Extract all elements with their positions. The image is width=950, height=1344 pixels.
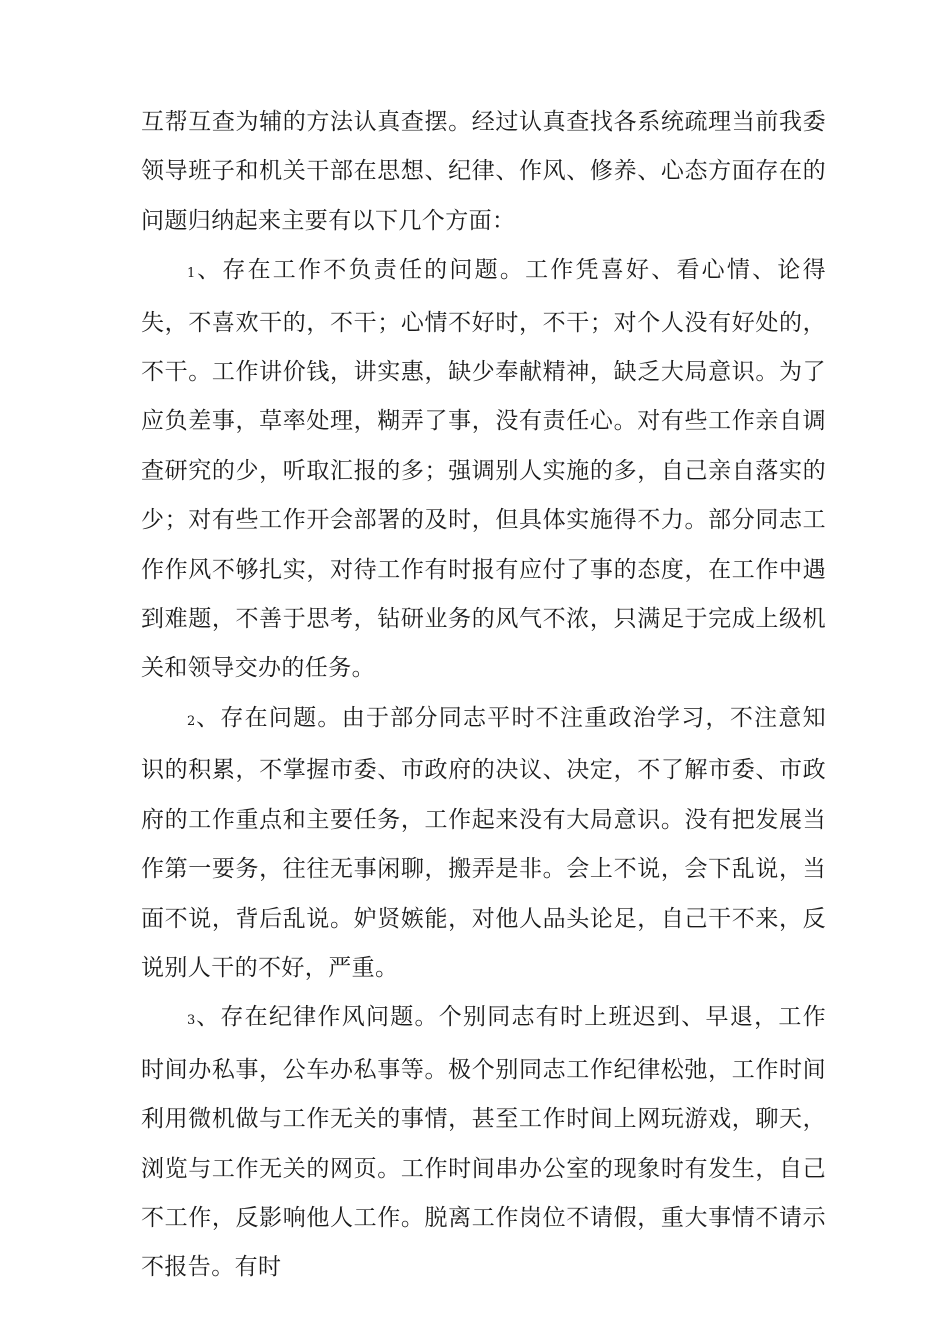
paragraph-text: 、存在工作不负责任的问题。工作凭喜好、看心情、论得失，不喜欢干的，不干；心情不好时，不干；对个人没有好处的，不干。工作讲价钱，讲实惠，缺少奉献精神，缺乏大局意识。为了应负差事，草率处理，糊弄了事，没有责任心。对有些工作亲自调查研究的少，听取汇报的多；强调别人实施的多，自己亲自落实的少；对有些工作开会部署的及时，但具体实施得不力。部分同志工作作风不够扎实，对待工作有时报有应付了事的态度，在工作中遇到难题，不善于思考，钻研业务的风气不浓，只满足于完成上级机关和领导交办的任务。: [141, 257, 826, 682]
document-body: [141, 98, 826, 1293]
paragraph-item-2: [141, 694, 826, 993]
paragraph-intro-continuation: [141, 98, 826, 246]
paragraph-text: 、存在问题。由于部分同志平时不注重政治学习，不注意知识的积累，不掌握市委、市政府的决议、决定，不了解市委、市政府的工作重点和主要任务，工作起来没有大局意识。没有把发展当作第一要务，往往无事闲聊，搬弄是非。会上不说，会下乱说，当面不说，背后乱说。妒贤嫉能，对他人品头论足，自己干不来，反说别人干的不好，严重。: [141, 704, 826, 981]
paragraph-item-3: [141, 993, 826, 1292]
paragraph-item-1: [141, 246, 826, 694]
paragraph-number: 2: [187, 713, 196, 729]
paragraph-number: 3: [187, 1013, 196, 1029]
paragraph-text: 、存在纪律作风问题。个别同志有时上班迟到、早退，工作时间办私事，公车办私事等。极个别同志工作纪律松弛，工作时间利用微机做与工作无关的事情，甚至工作时间上网玩游戏，聊天，浏览与工作无关的网页。工作时间串办公室的现象时有发生，自己不工作，反影响他人工作。脱离工作岗位不请假，重大事情不请示不报告。有时: [141, 1004, 826, 1281]
paragraph-number: 1: [187, 266, 196, 282]
paragraph-text: 互帮互查为辅的方法认真查摆。经过认真查找各系统疏理当前我委领导班子和机关干部在思想、纪律、作风、修养、心态方面存在的问题归纳起来主要有以下几个方面：: [141, 109, 826, 234]
